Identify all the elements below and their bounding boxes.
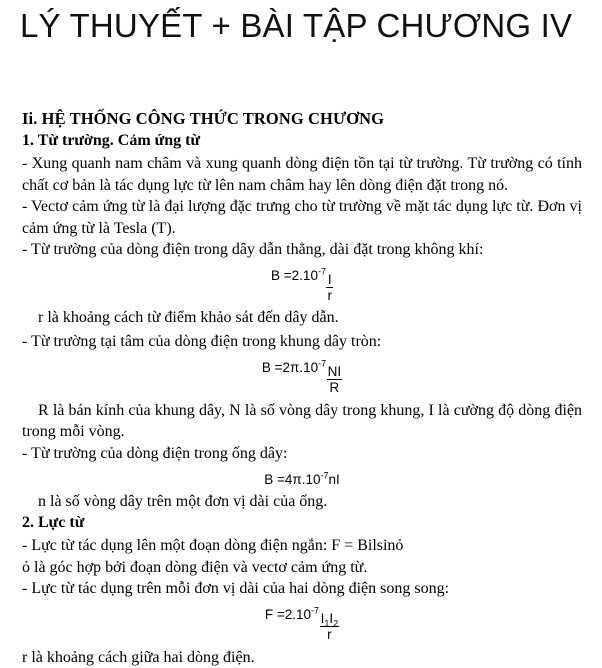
formula-parallel-wires-exponent: -7 — [311, 605, 319, 615]
formula-circular-loop-coefficient: 2π.10 — [283, 360, 319, 375]
formula-straight-wire-fraction — [326, 273, 333, 303]
section-heading: Ii. HỆ THỐNG CÔNG THỨC TRONG CHƯƠNG — [22, 108, 582, 129]
paragraph-solenoid-intro: - Từ trường của dòng điện trong ống dây: — [22, 443, 582, 465]
formula-parallel-wires-numerator-sub-2: 2 — [333, 618, 338, 628]
formula-parallel-wires-coefficient: 2.10 — [285, 607, 311, 622]
page-title: LÝ THUYẾT + BÀI TẬP CHƯƠNG IV — [20, 6, 592, 46]
formula-parallel-wires-denominator: r — [320, 626, 340, 642]
formula-straight-wire-lhs: B = — [271, 268, 292, 283]
formula-solenoid-trailing: nI — [328, 472, 339, 487]
formula-parallel-wires-numerator-base-2: I — [329, 611, 333, 626]
paragraph-r-definition-1: r là khoảng cách từ điểm khảo sát đến dây dẫn. — [22, 307, 582, 329]
formula-circular-loop-numerator: NI — [327, 365, 343, 379]
paragraph-r-definition-2: r là khoảng cách giữa hai dòng điện. — [22, 647, 582, 668]
paragraph-loop-symbols: R là bán kính của khung dây, N là số vòng dây trong khung, I là cường độ dòng điện trong mỗi vòng. — [22, 400, 582, 443]
paragraph-angle-definition: ỏ là góc hợp bởi đoạn dòng điện và vectơ cảm ứng từ. — [22, 557, 582, 579]
formula-parallel-wires-fraction — [320, 612, 340, 642]
subsection-heading-2: 2. Lực từ — [22, 512, 582, 533]
formula-solenoid — [22, 469, 582, 487]
paragraph-parallel-wires-intro: - Lực từ tác dụng trên mỗi đơn vị dài của hai dòng điện song song: — [22, 578, 582, 600]
formula-parallel-wires-numerator-sub-1: 1 — [324, 618, 329, 628]
formula-circular-loop-exponent: -7 — [318, 358, 326, 368]
formula-parallel-wires-lhs: F = — [265, 607, 285, 622]
formula-parallel-wires — [22, 604, 582, 638]
paragraph-circular-loop-intro: - Từ trường tại tâm của dòng điện trong khung dây tròn: — [22, 331, 582, 353]
paragraph-n-definition: n là số vòng dây trên một đơn vị dài của ống. — [22, 491, 582, 513]
formula-straight-wire — [22, 265, 582, 299]
paragraph-force-short-segment: - Lực từ tác dụng lên một đoạn dòng điện ngắn: F = Bilsinỏ — [22, 535, 582, 557]
paragraph-magnetic-field-definition: - Xung quanh nam châm và xung quanh dòng điện tồn tại từ trường. Từ trường có tính chất cơ bản là tác dụng lực từ lên nam châm hay lên dòng điện đặt trong nó. — [22, 153, 582, 196]
paragraph-induction-vector: - Vectơ cảm ứng từ là đại lượng đặc trưng cho từ trường về mặt tác dụng lực từ. Đơn vị cảm ứng từ là Tesla (T). — [22, 196, 582, 239]
paragraph-straight-wire-intro: - Từ trường của dòng điện trong dây dẫn thẳng, dài đặt trong không khí: — [22, 239, 582, 261]
formula-parallel-wires-numerator-base-1: I — [321, 611, 325, 626]
formula-circular-loop-fraction — [327, 365, 343, 395]
formula-parallel-wires-numerator — [320, 612, 340, 626]
formula-straight-wire-exponent: -7 — [318, 266, 326, 276]
document-body — [22, 108, 582, 668]
formula-circular-loop-lhs: B = — [262, 360, 283, 375]
formula-solenoid-exponent: -7 — [320, 471, 328, 481]
subsection-heading-1: 1. Từ trường. Cảm ứng từ — [22, 130, 582, 151]
formula-solenoid-coefficient: 4π.10 — [285, 472, 321, 487]
formula-solenoid-lhs: B = — [264, 472, 285, 487]
formula-straight-wire-numerator: I — [327, 273, 333, 287]
formula-straight-wire-denominator: r — [326, 287, 333, 303]
formula-circular-loop — [22, 357, 582, 391]
formula-circular-loop-denominator: R — [327, 379, 343, 395]
formula-straight-wire-coefficient: 2.10 — [292, 268, 318, 283]
